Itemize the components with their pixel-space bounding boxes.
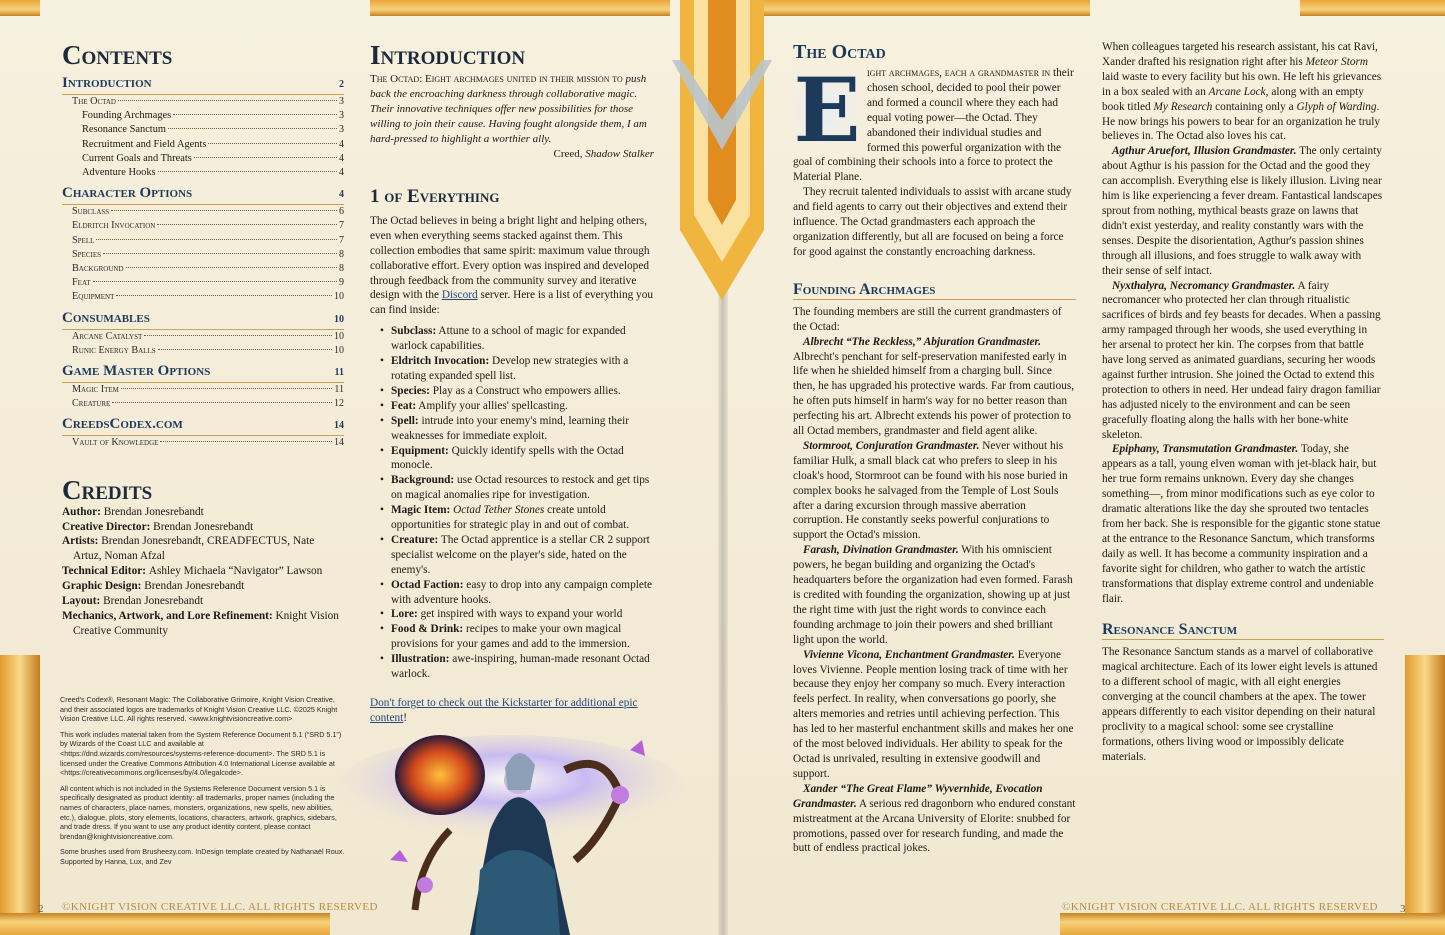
toc-page-number: 3 — [339, 124, 344, 136]
kickstarter-exclaim: ! — [403, 711, 408, 724]
archmage-entry — [1102, 279, 1384, 443]
toc-entry-label: Runic Energy Balls — [72, 344, 156, 356]
feature-list-item — [370, 578, 654, 608]
legal-paragraph: Creed's Codex®, Resonant Magic: The Collaborative Grimoire, Knight Vision Creative, and their associated logos are trademarks of Knight Vision Creative LLC. ©2025 Knight Vision Creative LLC. All rights reserved. <www.knightvisioncreative.com> — [60, 695, 338, 724]
toc-entry[interactable] — [62, 276, 344, 290]
toc-entry-label: Spell — [72, 234, 95, 246]
credit-line — [62, 594, 344, 609]
toc-entry-label: The Octad — [72, 96, 116, 107]
feature-list-item — [370, 652, 654, 682]
archmage-name: Agthur Aruefort, Illusion Grandmaster. — [1112, 145, 1297, 158]
toc-section-label: Game Master Options — [62, 363, 211, 380]
feature-text: Quickly identify spells with the Octad monocle. — [391, 444, 624, 472]
legal-paragraph: Some brushes used from Brusheezy.com. InDesign template created by Nathanaël Roux. Supported by Hanna, Lux, and Zev — [60, 847, 345, 866]
glyph-of-warding-spell: Glyph of Warding — [1296, 100, 1377, 113]
toc-leader — [208, 143, 337, 144]
archmage-name: Farash, Divination Grandmaster. — [803, 544, 959, 557]
toc-leader — [93, 281, 338, 282]
archmages-list-continued — [1102, 144, 1384, 606]
toc-section-label: Consumables — [62, 309, 150, 326]
intro-quote-text: push back the encroaching darkness through collaborative magic. Their innovative techniques offer new possibilities for those willing to join their cause. Having fought alongside them, I am hard-pressed to highlight a worthier ally. — [370, 73, 647, 145]
feature-text: The Octad apprentice is a stellar CR 2 support specialist welcome on the player's side, hated on the enemy's. — [391, 533, 650, 576]
feature-label: Subclass: — [391, 325, 437, 338]
toc-section-label: CreedsCodex.com — [62, 416, 183, 433]
toc-page-number: 10 — [334, 313, 344, 325]
introduction-column — [370, 40, 654, 726]
meteor-storm-spell: Meteor Storm — [1305, 55, 1369, 68]
arcane-lock-spell: Arcane Lock — [1208, 85, 1266, 98]
toc-page-number: 10 — [334, 344, 344, 356]
toc-entry-label: Founding Archmages — [82, 110, 172, 122]
everything-list — [370, 324, 654, 682]
toc-page-number: 4 — [339, 189, 344, 201]
feature-text: create untold opportunities for strategic play in and out of combat. — [391, 504, 630, 532]
toc-leader — [126, 267, 337, 268]
toc-page-number: 4 — [339, 152, 344, 164]
xander-text-4: containing only a — [1212, 100, 1297, 113]
credit-line — [62, 609, 344, 639]
archmage-entry — [793, 543, 1076, 647]
toc-page-number: 4 — [339, 138, 344, 150]
attribution-title: Shadow Stalker — [585, 148, 654, 160]
contents-column — [62, 40, 344, 639]
top-frame-right — [760, 0, 1090, 16]
page-number-right: 3 — [1400, 903, 1406, 915]
feature-text: intrude into your enemy's mind, learning their weaknesses for immediate exploit. — [391, 414, 629, 442]
toc-page-number: 4 — [339, 167, 344, 179]
toc-leader — [118, 100, 337, 101]
toc-entry-label: Eldritch Invocation — [72, 220, 156, 232]
toc-section[interactable] — [62, 415, 344, 436]
credit-names: Brendan Jonesrebandt — [153, 520, 254, 533]
credit-names: Brendan Jonesrebandt, CREADFECTUS, Nate Artuz, Noman Afzal — [73, 535, 315, 563]
archmage-name: Xander “The Great Flame” Wyvernhide, Evocation Grandmaster. — [793, 782, 1043, 810]
toc-entry-label: Arcane Catalyst — [72, 330, 143, 342]
credit-role: Graphic Design — [62, 580, 138, 593]
credit-names: Brendan Jonesrebandt — [103, 505, 204, 518]
credit-colon: : — [142, 565, 149, 578]
feature-text: use Octad resources to restock and get tips on magical anomalies ripe for investigation. — [391, 474, 650, 502]
toc-leader — [168, 128, 337, 129]
credit-role: Author — [62, 505, 98, 518]
dropcap-letter: E — [793, 58, 861, 162]
archmage-name: Nyxthalyra, Necromancy Grandmaster. — [1112, 279, 1296, 292]
credit-role: Mechanics, Artwork, and Lore Refinement — [62, 610, 269, 622]
toc-section[interactable] — [62, 362, 344, 383]
warlock-illustration — [330, 710, 715, 935]
resonance-sanctum-text: The Resonance Sanctum stands as a marvel of collaborative magical architecture. Each of its lower eight levels is attuned to a different school of magic, with all eight energies converging at the council chambers at the apex. The tower appears differently to each visitor depending on their natural proclivity to a magical school: some see crystalline formations, others living wood or impossibly delicate materials. — [1102, 646, 1378, 763]
toc-page-number: 6 — [339, 206, 344, 218]
feature-text: Amplify your allies' spellcasting. — [416, 399, 568, 412]
toc-entry-label: Feat — [72, 277, 91, 289]
credits-title: Credits — [62, 474, 153, 505]
toc-section[interactable] — [62, 309, 344, 330]
toc-page-number: 14 — [334, 420, 344, 432]
toc-entry[interactable] — [62, 166, 344, 180]
octad-lead: ight archmages, each a grandmaster in — [867, 67, 1051, 79]
archmage-entry — [793, 335, 1076, 439]
credit-colon: : — [96, 595, 104, 608]
feature-list-item — [370, 384, 654, 399]
my-research-title: My Research — [1153, 100, 1213, 113]
toc-entry[interactable] — [62, 397, 344, 411]
toc-entry[interactable] — [62, 234, 344, 248]
table-of-contents — [62, 74, 344, 451]
credit-role: Artists — [62, 535, 95, 548]
archmage-description: The only certainty about Agthur is his passion for the Octad and the good they can accomplish. Everything else is likely illusion. Living near him is like experiencing a fever dream. Fantastical landscapes sprout from nothing, mythical beasts graze on lawns that didn't exist yesterday, and reality constantly wars with the senses. Despite the disorientation, Agthur's passion shines through all illusions, and foes struggle to walk away with their sense of self intact. — [1102, 145, 1383, 277]
footer-copyright-right: ©KNIGHT VISION CREATIVE LLC. ALL RIGHTS RESERVED — [1062, 901, 1378, 913]
octad-p1-text: their chosen school, decided to pool their power and formed a council where they each had equal voting power—the Octad. They abandoned their individual studies and formed this powerful organization with the goal of combining their schools into a force to protect the Material Plane. — [793, 67, 1074, 184]
toc-entry[interactable] — [62, 152, 344, 166]
archmage-description: Everyone loves Vivienne. People mention losing track of time with her because they enjoy her company so much. Every interaction feels perfect. In reality, when conversations go poorly, she alters memories and retries until achieving perfection. This has led to her masterful enchantment skills and makes her one of the most beloved individuals. Her ability to speak for the Octad is unrivaled, resulting in extensive goodwill and support. — [793, 648, 1074, 780]
toc-leader — [157, 224, 337, 225]
credits-list — [62, 505, 344, 639]
archmage-entry — [1102, 144, 1384, 278]
toc-page-number: 10 — [334, 330, 344, 342]
toc-entry-label: Creature — [72, 398, 111, 410]
toc-leader — [158, 349, 332, 350]
toc-page-number: 10 — [334, 291, 344, 303]
credit-colon: : — [146, 520, 154, 533]
toc-entry-label: Subclass — [72, 206, 110, 218]
bottom-frame-left — [0, 913, 330, 935]
toc-page-number: 8 — [339, 248, 344, 260]
toc-page-number: 7 — [339, 220, 344, 232]
feature-label: Octad Faction: — [391, 578, 464, 591]
credit-line — [62, 579, 344, 594]
feature-text: Play as a Construct who empowers allies. — [429, 384, 621, 397]
feature-label: Magic Item: — [391, 504, 451, 517]
toc-entry[interactable] — [62, 109, 344, 123]
feature-text: awe-inspiring, human-made resonant Octad warlock. — [391, 653, 650, 681]
toc-leader — [111, 210, 337, 211]
right-side-ornament — [1405, 655, 1445, 935]
page-number-left: 2 — [38, 903, 44, 915]
introduction-title: Introduction — [370, 40, 526, 70]
everything-text-end: server. Here is a list of everything you can find inside: — [370, 289, 654, 317]
feature-label: Feat: — [391, 399, 417, 412]
archmages-list — [793, 335, 1076, 857]
toc-leader — [116, 295, 332, 296]
toc-page-number: 2 — [339, 79, 344, 90]
credit-colon: : — [268, 610, 276, 622]
credit-names: Ashley Michaela “Navigator” Lawson — [148, 565, 323, 578]
everything-heading: 1 of Everything — [370, 185, 500, 207]
credit-role: Layout — [62, 595, 97, 608]
toc-entry[interactable] — [62, 248, 344, 262]
feature-list-item — [370, 354, 654, 384]
toc-entry-label: Resonance Sanctum — [82, 124, 166, 136]
toc-page-number: 7 — [339, 234, 344, 246]
archmage-description: With his omniscient powers, he began building and organizing the Octad's headquarters before the organization had even formed. Farash is credited with founding the organization, showing up at just the right time with just the right words to convince each founding archmage to join their powers and shed brilliant light upon the world. — [793, 544, 1073, 646]
footer-copyright-left: ©KNIGHT VISION CREATIVE LLC. ALL RIGHTS RESERVED — [62, 901, 378, 913]
kickstarter-link[interactable]: Don't forget to check out the Kickstarter for additional epic content — [370, 697, 638, 724]
toc-entry[interactable] — [62, 123, 344, 137]
bottom-frame-right — [1060, 913, 1445, 935]
xander-text-1: When colleagues targeted his research assistant, his cat Ravi, Xander drafted his resignation right after his — [1102, 41, 1378, 68]
toc-leader — [144, 335, 332, 336]
toc-entry[interactable] — [62, 219, 344, 233]
feature-list-item — [370, 324, 654, 354]
toc-entry-label: Species — [72, 248, 102, 260]
feature-label: Illustration: — [391, 653, 450, 666]
archmage-entry — [1102, 442, 1384, 606]
archmage-name: Stormroot, Conjuration Grandmaster. — [803, 439, 980, 452]
archmage-entry — [793, 782, 1076, 857]
credit-line — [62, 520, 344, 535]
legal-paragraph: This work includes material taken from the System Reference Document 5.1 (“SRD 5.1”) by Wizards of the Coast LLC and available at <https://dnd.wizards.com/resources/systems-reference-document>. The SRD 5.1 is licensed under the Creative Commons Attribution 4.0 International License available at <https://creativecommons.org/licenses/by/4.0/legalcode>. — [60, 729, 342, 778]
toc-entry-label: Vault of Knowledge — [72, 437, 159, 449]
legal-notice — [60, 695, 346, 873]
credit-line — [62, 505, 344, 520]
toc-leader — [160, 441, 332, 442]
credit-colon: : — [97, 505, 104, 518]
feature-item-name: Octad Tether Stones — [453, 504, 545, 517]
xander-text-3: , along with an empty book titled — [1102, 85, 1364, 113]
xander-text-2: laid waste to every facility but his own. He left his grievances in a box sealed with an — [1102, 70, 1382, 98]
feature-list-item — [370, 444, 654, 474]
octad-title: The Octad — [793, 41, 886, 63]
toc-entry[interactable] — [62, 330, 344, 344]
everything-text: The Octad believes in being a bright light and helping others, even when everything seems stacked against them. This collection embodies that same spirit: maximum value through collaborative effort. Every option was inspired and developed through feedback from the community survey and iterative design with the — [370, 214, 650, 302]
everything-paragraph — [370, 214, 654, 318]
feature-list-item — [370, 622, 654, 652]
feature-label: Creature: — [391, 533, 439, 546]
feature-list-item — [370, 607, 654, 622]
quote-attribution — [370, 147, 654, 162]
toc-section-label: Introduction — [62, 75, 152, 91]
toc-entry-label: Magic Item — [72, 384, 119, 396]
intro-quote — [370, 72, 654, 147]
toc-entry[interactable] — [62, 383, 344, 397]
archmage-description: Never without his familiar Hulk, a small black cat who prefers to sleep in his cloak's hood, Stormroot can be found with his nose buried in complex books he salvaged from the Temple of Lost Souls after a daring excursion through massive aberration corruption. He constantly seeks powerful conjurations to support the Octad's mission. — [793, 439, 1068, 542]
toc-leader — [96, 239, 337, 240]
toc-leader — [121, 388, 332, 389]
toc-page-number: 8 — [339, 263, 344, 275]
archmage-description: A fairy necromancer who protected her clan through ritualistic sacrifices of birds and fey beasts for decades. When a passing army rampaged through her woods, she used everything in her arsenal to protect her kin. The corpses from that battle have long served as animated guardians, securing her woods against further intrusion. She joined the Octad to extend this protection to others in need. Her undead fairy dragon familiar has adjusted nicely to the environment and can be seen gracefully floating along the halls with her bone-white skeleton. — [1102, 279, 1381, 441]
feature-label: Species: — [391, 384, 430, 397]
toc-entry-label: Recruitment and Field Agents — [82, 138, 207, 150]
archmage-entry — [793, 648, 1076, 782]
feature-list-item — [370, 399, 654, 414]
legal-paragraph: All content which is not included in the Systems Reference Document version 5.1 is specifically designated as product identity: all trademarks, proper names (including the names of characters, place names, monsters, organizations, new spells, new abilities, etc.), dialogue, plots, story elements, locations, characters, artwork, graphics, sidebars, and trade dress. If you want to use any product identity content, please contact brendan@knightvisioncreative.com. — [60, 783, 337, 841]
toc-entry-label: Current Goals and Threats — [82, 152, 192, 164]
toc-section[interactable] — [62, 74, 344, 95]
toc-leader — [103, 253, 337, 254]
toc-section-label: Character Options — [62, 185, 193, 202]
feature-text: recipes to make your own magical provisions for your games and add to the immersion. — [391, 623, 630, 651]
credit-line — [62, 534, 344, 564]
feature-label: Food & Drink: — [391, 623, 464, 636]
feature-list-item — [370, 414, 654, 444]
feature-text: Attune to a school of magic for expanded warlock capabilities. — [391, 325, 626, 353]
octad-paragraph-1 — [793, 58, 1076, 185]
discord-link[interactable]: Discord — [441, 289, 478, 302]
toc-page-number: 12 — [334, 398, 344, 410]
top-frame-left-corner — [0, 0, 40, 16]
toc-entry[interactable] — [62, 95, 344, 109]
xander-continued — [1102, 40, 1384, 144]
toc-leader — [158, 171, 337, 172]
archmage-entry — [793, 439, 1076, 543]
feature-label: Lore: — [391, 608, 418, 621]
feature-list-item — [370, 473, 654, 503]
credit-role: Technical Editor — [62, 565, 143, 578]
archmage-name: Vivienne Vicona, Enchantment Grandmaster. — [803, 648, 1015, 661]
toc-leader — [194, 157, 337, 158]
feature-text: easy to drop into any campaign complete with adventure hooks. — [391, 578, 653, 606]
feature-text: get inspired with ways to expand your world — [417, 608, 623, 621]
credit-names: Brendan Jonesrebandt — [144, 580, 245, 593]
toc-page-number: 3 — [339, 96, 344, 107]
resonance-sanctum-heading: Resonance Sanctum — [1102, 620, 1384, 640]
credit-colon: : — [137, 580, 145, 593]
octad-paragraph-2: They recruit talented individuals to assist with arcane study and field agents to carry out their objectives and extend their influence. The Octad grandmasters each approach the organization differently, but all are focused on being a force for good against the constantly encroaching darkness. — [793, 186, 1072, 258]
archmage-name: Albrecht “The Reckless,” Abjuration Grandmaster. — [803, 335, 1042, 348]
toc-entry-label: Equipment — [72, 291, 115, 303]
toc-entry-label: Background — [72, 263, 124, 275]
toc-page-number: 9 — [339, 277, 344, 289]
credit-names: Brendan Jonesrebandt — [103, 595, 204, 608]
attribution-name: Creed, — [553, 148, 586, 160]
archmage-description: A serious red dragonborn who endured constant mistreatment at the Arcana University of Elorite: snubbed for promotions, passed over for research funding, and made the butt of endless practical jokes. — [793, 797, 1076, 855]
founding-archmages-heading: Founding Archmages — [793, 280, 1076, 300]
toc-entry[interactable] — [62, 138, 344, 152]
toc-entry[interactable] — [62, 205, 344, 219]
credit-role: Creative Director — [62, 520, 147, 533]
toc-leader — [112, 402, 332, 403]
toc-page-number: 11 — [334, 384, 344, 396]
feature-label: Equipment: — [391, 444, 449, 457]
toc-section[interactable] — [62, 184, 344, 205]
toc-entry[interactable] — [62, 344, 344, 358]
toc-page-number: 11 — [334, 367, 344, 379]
top-frame-corner — [1300, 0, 1445, 16]
credit-colon: : — [94, 535, 102, 548]
feature-label: Spell: — [391, 414, 419, 427]
feature-label: Eldritch Invocation: — [391, 355, 490, 368]
feature-list-item — [370, 503, 654, 533]
octad-column — [793, 40, 1076, 856]
top-frame-left — [370, 0, 670, 16]
feature-text: Develop new strategies with a rotating expanded spell list. — [391, 355, 629, 382]
feature-list-item — [370, 533, 654, 578]
credit-names: Knight Vision Creative Community — [73, 610, 339, 637]
toc-entry[interactable] — [62, 436, 344, 450]
right-column — [1102, 40, 1384, 765]
toc-entry-label: Adventure Hooks — [82, 167, 156, 179]
toc-leader — [173, 114, 337, 115]
archmage-name: Epiphany, Transmutation Grandmaster. — [1112, 443, 1299, 456]
left-side-ornament — [0, 655, 40, 935]
xander-text-5: . He now brings his powers to bear for an organization he truly believes in. The Octad also loves his cat. — [1102, 100, 1381, 143]
feature-label: Background: — [391, 474, 455, 487]
credit-line — [62, 564, 344, 579]
toc-page-number: 14 — [334, 437, 344, 449]
contents-title: Contents — [62, 40, 173, 70]
center-chevron-ornament — [672, 0, 772, 310]
founding-intro: The founding members are still the current grandmasters of the Octad: — [793, 305, 1062, 333]
intro-quote-lead: The Octad: Eight archmages united in their mission to — [370, 73, 623, 85]
toc-page-number: 3 — [339, 110, 344, 122]
toc-entry[interactable] — [62, 290, 344, 304]
archmage-description: Today, she appears as a tall, young elven woman with jet-black hair, but her true form remains unknown. Every day she changes something—, from minor modifications such as eye color to dramatic alterations like the day she sprouted two tentacles from her back. She is responsible for the gigantic stone statue at the entrance to the Resonance Sanctum, which transforms daily as well. It has become a community inspiration and a favorite sight for children, who gather to watch the artistic transformations that display extreme control and undeniable flair. — [1102, 443, 1381, 605]
toc-entry[interactable] — [62, 262, 344, 276]
archmage-description: Albrecht's penchant for self-preservation manifested early in life when he shielded himself from a charging bull. Since then, he has upgraded his protective wards. Far from cautious, he often puts himself in harm's way for no better reason than perfecting his art. Albrecht extends his power of protection to all Octad members, grandmaster and field agent alike. — [793, 350, 1075, 438]
